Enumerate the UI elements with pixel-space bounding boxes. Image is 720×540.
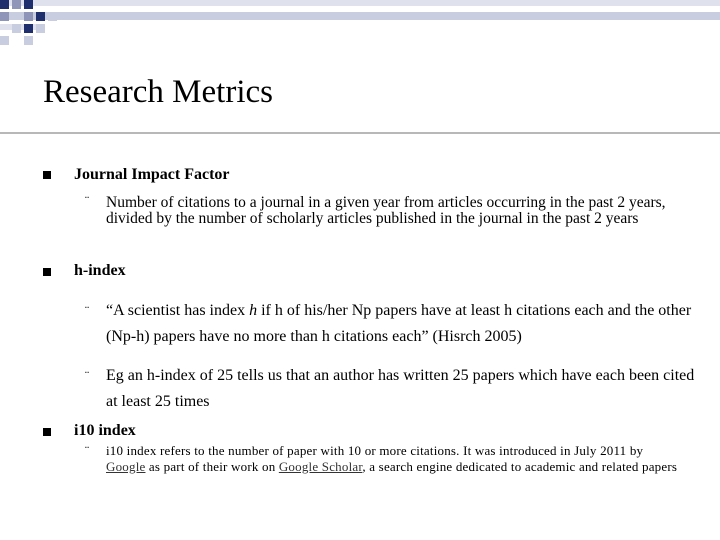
quote-text: “A scientist has index [106, 302, 250, 319]
slide-title: Research Metrics [43, 74, 273, 110]
list-item: Eg an h-index of 25 tells us that an author has written 25 papers which have each been cited at least 25 times [106, 367, 695, 410]
square-bullet-icon [43, 428, 51, 436]
list-item: Number of citations to a journal in a given year from articles occurring in the past 2 years, divided by the number of scholarly articles published in the journal in the past 2 years [106, 194, 666, 227]
box-bullet-icon: ¨ [84, 195, 90, 209]
box-bullet-icon: ¨ [84, 445, 90, 459]
section-heading: i10 index [74, 422, 136, 439]
i10-text: i10 index refers to the number of paper with 10 or more citations. It was introduced in July 2011 by [106, 443, 644, 458]
square-bullet-icon [43, 171, 51, 179]
quote-italic: h [249, 302, 258, 319]
square-bullet-icon [43, 268, 51, 276]
section-heading: h-index [74, 262, 126, 279]
i10-text: as part of their work on [145, 458, 279, 474]
section-heading: Journal Impact Factor [74, 166, 230, 183]
box-bullet-icon: ¨ [84, 305, 90, 319]
quote-text: if h of his/her Np papers have at least h citations each and the other (Np-h) papers have no more than h citations each” (Hisrch 2005) [106, 302, 692, 345]
i10-text: , a search engine dedicated to academic and related papers [362, 458, 678, 474]
google-scholar-link[interactable]: Google Scholar [278, 458, 363, 474]
list-item [106, 298, 696, 350]
google-link[interactable]: Google [106, 458, 146, 474]
box-bullet-icon: ¨ [84, 370, 90, 384]
list-item [106, 443, 681, 474]
